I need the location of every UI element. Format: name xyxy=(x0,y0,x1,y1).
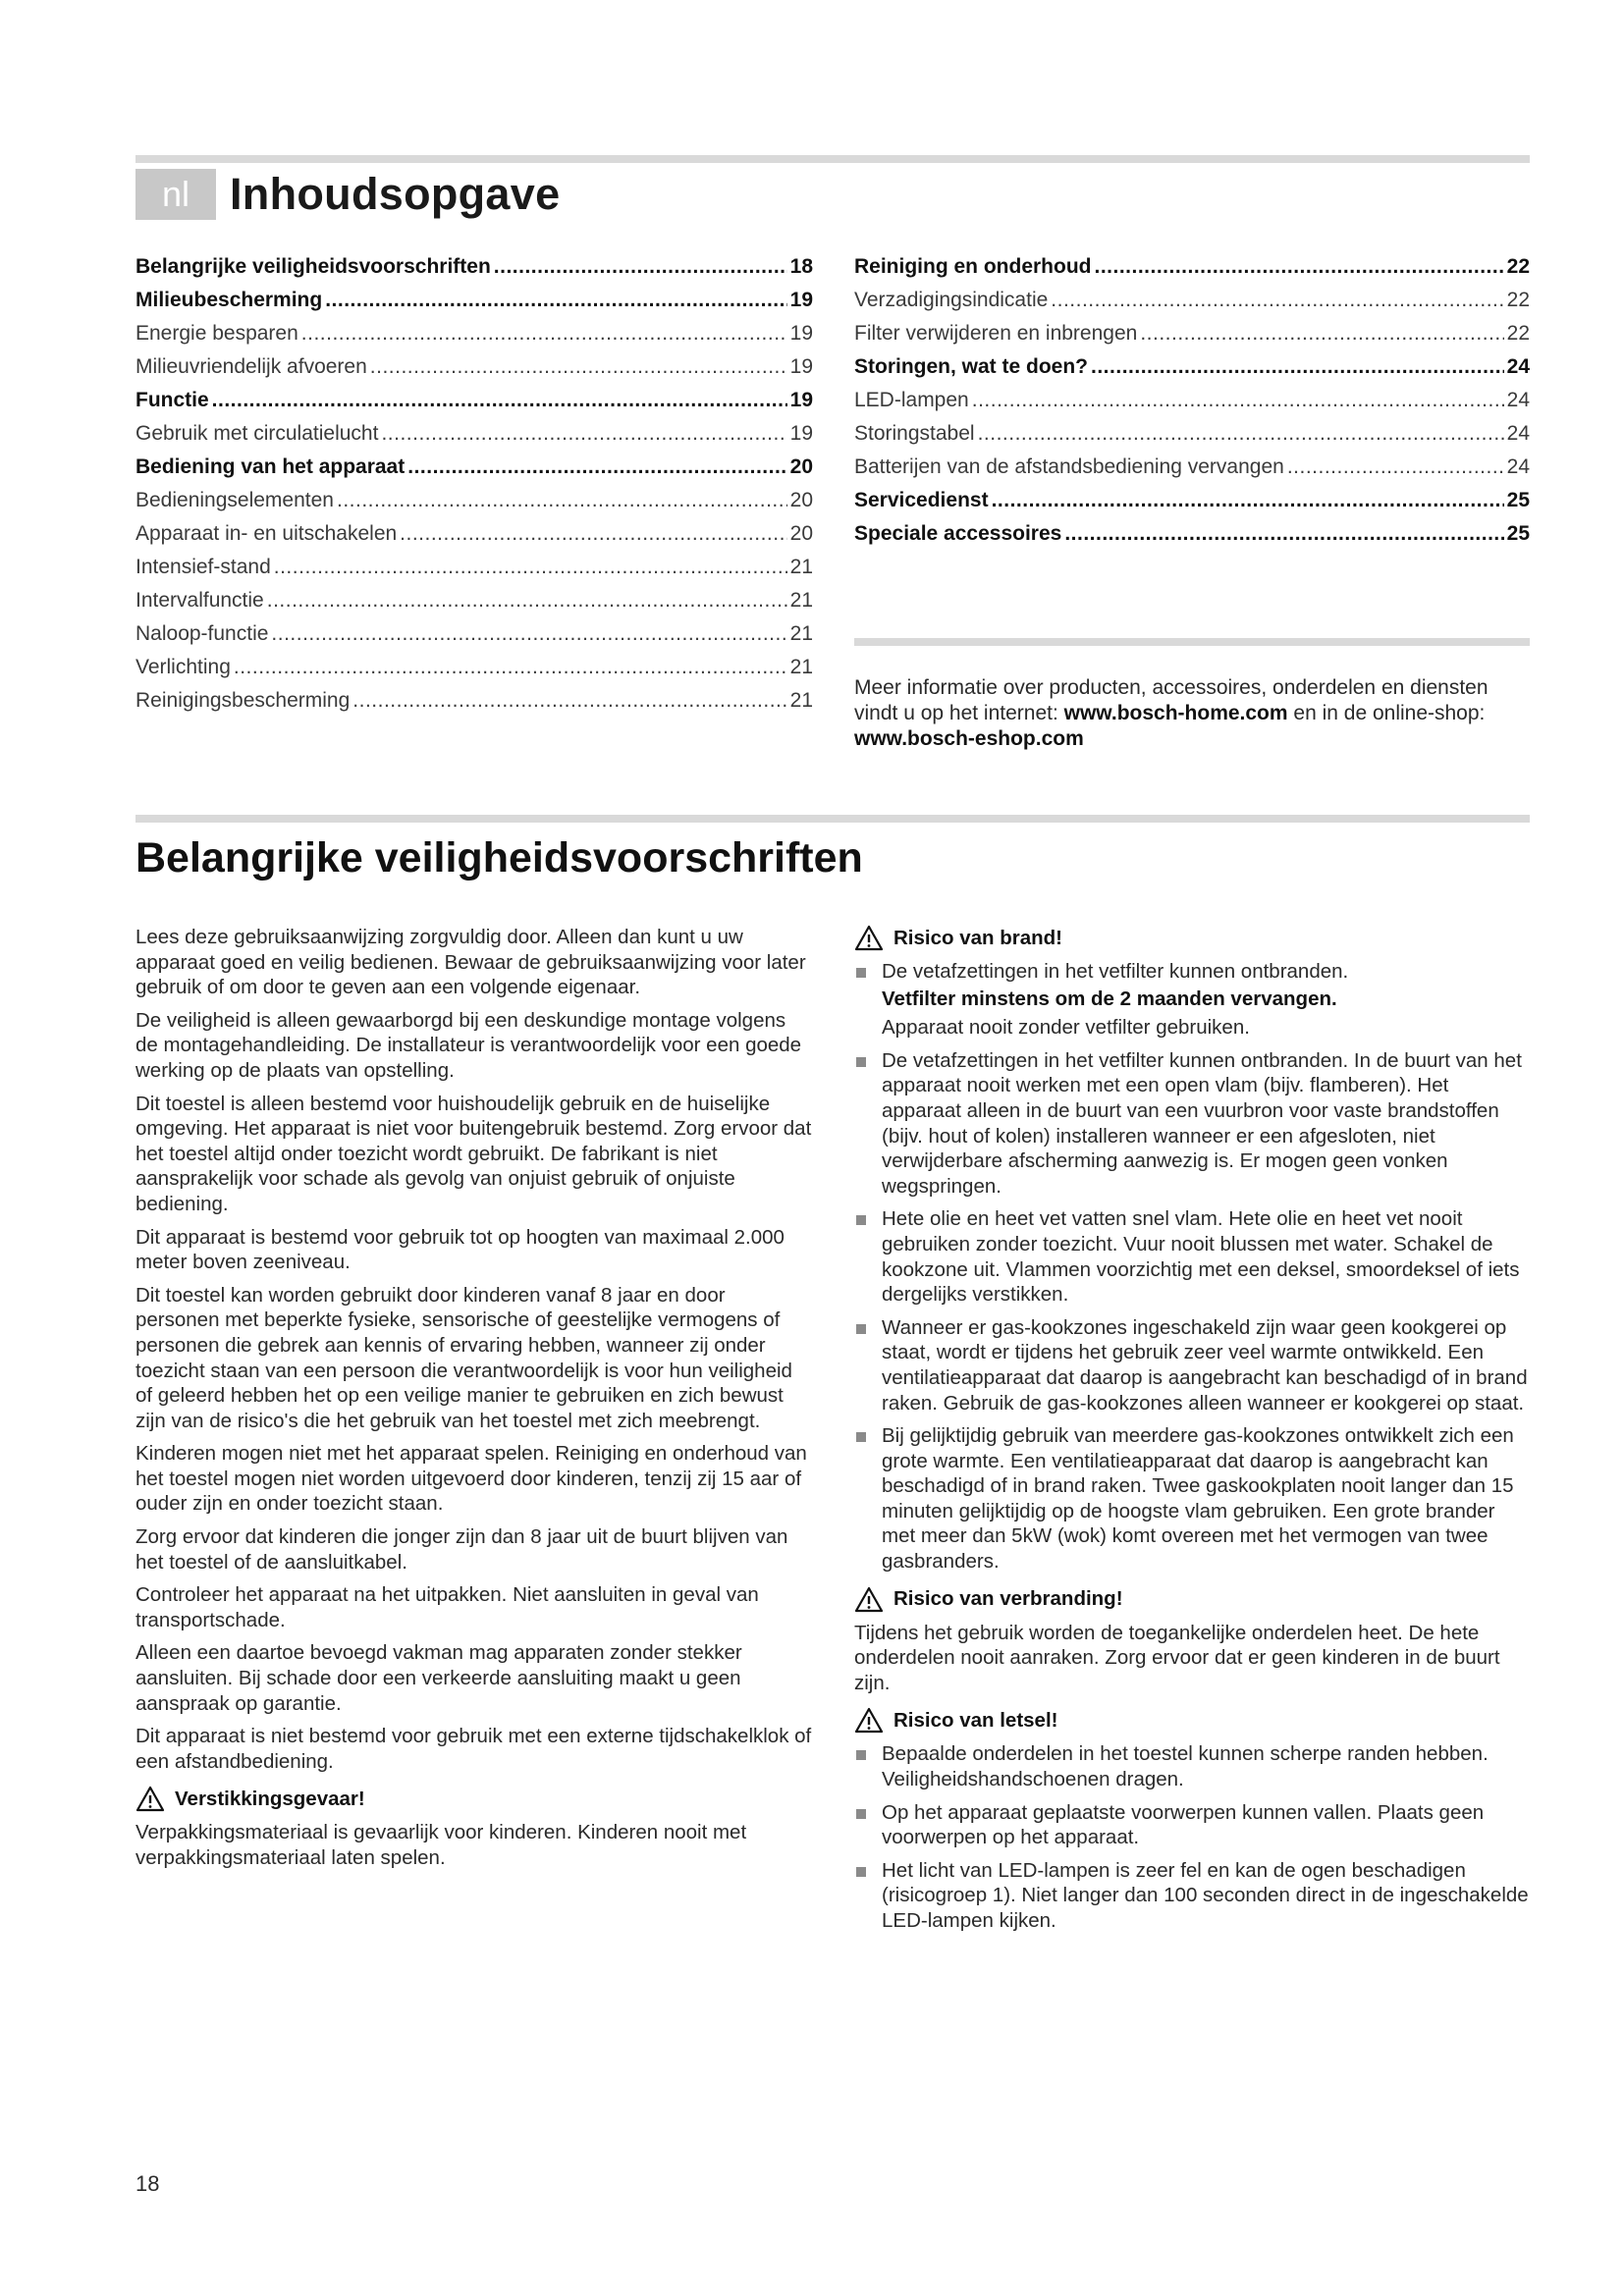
list-item xyxy=(854,959,1530,985)
body-paragraph: Alleen een daartoe bevoegd vakman mag apparaten zonder stekker aansluiten. Bij schade door een verkeerde aansluiting maakt u geen aanspraak op garantie. xyxy=(135,1641,742,1715)
toc-entry[interactable] xyxy=(135,422,813,455)
list-item-text: De vetafzettingen in het vetfilter kunnen ontbranden. In de buurt van het apparaat nooit werken met een open vlam (bijv. flamberen). Het apparaat alleen in de buurt van een vuurbron voor vaste brandstoffen (bijv. hout of kolen) installeren wanneer er een afgesloten, niet verwijderbare afscherming aanwezig is. Er mogen geen vonken wegspringen. xyxy=(882,1048,1522,1198)
toc-entry[interactable] xyxy=(135,289,813,322)
list-item-text: Het licht van LED-lampen is zeer fel en kan de ogen beschadigen (risicogroep 1). Niet langer dan 100 seconden direct in de ingeschakelde LED-lampen kijken. xyxy=(882,1858,1529,1932)
list-item-text: Bepaalde onderdelen in het toestel kunnen scherpe randen hebben. Veiligheidshandschoenen dragen. xyxy=(882,1742,1489,1791)
toc-entry-label: Batterijen van de afstandsbediening vervangen xyxy=(854,455,1284,478)
toc-entry[interactable] xyxy=(135,556,813,589)
section-title: Belangrijke veiligheidsvoorschriften xyxy=(135,834,863,881)
list-item-text: Op het apparaat geplaatste voorwerpen kunnen vallen. Plaats geen voorwerpen op het apparaat. xyxy=(882,1800,1485,1849)
toc-entry-page: 22 xyxy=(1506,255,1530,278)
list-item-text: Hete olie en heet vet vatten snel vlam. Hete olie en heet vet nooit gebruiken zonder toezicht. Vuur nooit blussen met water. Schakel de kookzone uit. Vlammen voorzichtig met een deksel, smoordeksel of iets dergelijks verstikken. xyxy=(882,1207,1520,1307)
toc-entry-page: 20 xyxy=(789,455,813,478)
burn-text: Tijdens het gebruik worden de toegankelijke onderdelen heet. De hete onderdelen nooit aanraken. Zorg ervoor dat er geen kinderen in de buurt zijn. xyxy=(854,1621,1500,1694)
toc-entry-label: Functie xyxy=(135,389,209,411)
bullet-square xyxy=(856,1809,866,1819)
toc-entry-label: Speciale accessoires xyxy=(854,522,1062,545)
toc-entry[interactable] xyxy=(854,355,1530,389)
toc-entry-page: 20 xyxy=(789,522,813,545)
bullet-square xyxy=(856,1432,866,1442)
body-paragraph: Controleer het apparaat na het uitpakken. Niet aansluiten in geval van transportschade. xyxy=(135,1583,759,1631)
body-paragraph: Dit apparaat is niet bestemd voor gebruik met een externe tijdschakelklok of een afstandbediening. xyxy=(135,1725,812,1773)
toc-entry-label: Intervalfunctie xyxy=(135,589,264,612)
toc-entry-page: 19 xyxy=(789,322,813,345)
toc-leader-dots xyxy=(494,255,787,279)
list-item xyxy=(854,1315,1530,1415)
toc-leader-dots xyxy=(1287,455,1504,479)
toc-entry-page: 19 xyxy=(789,355,813,378)
warning-burn xyxy=(854,1586,1530,1613)
toc-entry-label: Filter verwijderen en inbrengen xyxy=(854,322,1138,345)
toc-entry-label: Servicedienst xyxy=(854,489,989,511)
toc-leader-dots xyxy=(400,522,786,546)
toc-entry-page: 21 xyxy=(789,622,813,645)
toc-leader-dots xyxy=(274,556,787,579)
warning-burn-label: Risico van verbranding! xyxy=(893,1587,1123,1611)
page-number: 18 xyxy=(135,2171,160,2196)
toc-leader-dots xyxy=(972,389,1504,412)
toc-entry-page: 18 xyxy=(789,255,813,278)
warning-triangle-icon xyxy=(135,1786,165,1812)
toc-leader-dots xyxy=(1140,322,1503,346)
toc-entry-label: Storingstabel xyxy=(854,422,975,445)
body-paragraph: Dit toestel kan worden gebruikt door kinderen vanaf 8 jaar en door personen met beperkte fysieke, sensorische of geestelijke vermogens of personen die gebrek aan kennis of ervaring hebben, wanneer zij onder toezicht staan van een persoon die verantwoordelijk is voor hun veiligheid of geleerd hebben het op een veilige manier te gebruiken en zich bewust zijn van de risico's die het gebruik van het toestel met zich meebrengt. xyxy=(135,1283,792,1432)
toc-entry-label: Milieubescherming xyxy=(135,289,323,311)
list-item xyxy=(854,1206,1530,1307)
toc-leader-dots xyxy=(978,422,1504,446)
warning-triangle-icon xyxy=(854,925,884,951)
toc-entry[interactable] xyxy=(854,289,1530,322)
list-item xyxy=(854,1800,1530,1850)
toc-entry-label: Verzadigingsindicatie xyxy=(854,289,1049,311)
toc-entry-label: Energie besparen xyxy=(135,322,298,345)
toc-entry[interactable] xyxy=(854,389,1530,422)
suffocation-text: Verpakkingsmateriaal is gevaarlijk voor kinderen. Kinderen nooit met verpakkingsmateriaal laten spelen. xyxy=(135,1821,747,1869)
toc-entry-page: 24 xyxy=(1506,389,1530,411)
toc-entry[interactable] xyxy=(135,455,813,489)
list-item-text: Bij gelijktijdig gebruik van meerdere gas-kookzones ontwikkelt zich een grote warmte. Een ventilatieapparaat dat daarop is aangebracht kan beschadigd of in brand raken. Twee gaskookplaten nooit langer dan 15 minuten gelijktijdig op de hoogste vlam gebruiken. Een grote brander met meer dan 5kW (wok) komt overeen met het vermogen van twee gasbranders. xyxy=(882,1424,1514,1574)
toc-entry-page: 22 xyxy=(1506,289,1530,311)
warning-fire-label: Risico van brand! xyxy=(893,926,1063,949)
filter-replacement-note: Vetfilter minstens om de 2 maanden vervangen. xyxy=(882,987,1337,1010)
toc-entry-page: 19 xyxy=(789,422,813,445)
toc-entry-label: Reinigingsbescherming xyxy=(135,689,351,712)
toc-leader-dots xyxy=(271,622,786,646)
toc-entry[interactable] xyxy=(135,489,813,522)
toc-leader-dots xyxy=(1064,522,1503,546)
toc-entry[interactable] xyxy=(854,255,1530,289)
toc-entry-page: 21 xyxy=(789,589,813,612)
toc-entry-label: Storingen, wat te doen? xyxy=(854,355,1089,378)
list-item-text: De vetafzettingen in het vetfilter kunnen ontbranden. xyxy=(882,960,1349,983)
toc-entry[interactable] xyxy=(854,522,1530,556)
warning-suffocation xyxy=(135,1786,813,1812)
toc-entry[interactable] xyxy=(854,422,1530,455)
toc-leader-dots xyxy=(337,489,787,512)
body-paragraph: Zorg ervoor dat kinderen die jonger zijn dan 8 jaar uit de buurt blijven van het toestel of de aansluitkabel. xyxy=(135,1525,788,1574)
toc-entry[interactable] xyxy=(135,255,813,289)
toc-leader-dots xyxy=(212,389,787,412)
body-paragraph: De veiligheid is alleen gewaarborgd bij een deskundige montage volgens de montagehandleiding. De installateur is verantwoordelijk voor een goede werking op de plaats van opstelling. xyxy=(135,1008,802,1082)
toc-entry-page: 24 xyxy=(1506,355,1530,378)
toc-entry-page: 21 xyxy=(789,556,813,578)
bullet-square xyxy=(856,968,866,978)
bullet-square xyxy=(856,1324,866,1334)
toc-entry-label: Bediening van het apparaat xyxy=(135,455,406,478)
bosch-home-link[interactable]: www.bosch-home.com xyxy=(1063,702,1288,724)
toc-leader-dots xyxy=(1094,255,1503,279)
list-item xyxy=(854,1858,1530,1934)
toc-entry[interactable] xyxy=(854,489,1530,522)
body-paragraph: Kinderen mogen niet met het apparaat spelen. Reiniging en onderhoud van het toestel mogen niet worden uitgevoerd door kinderen, tenzij zij 15 aar of ouder zijn en onder toezicht staan. xyxy=(135,1442,807,1516)
body-paragraph: Dit apparaat is bestemd voor gebruik tot op hoogten van maximaal 2.000 meter boven zeeniveau. xyxy=(135,1225,785,1274)
toc-entry-page: 25 xyxy=(1506,489,1530,511)
toc-entry-page: 19 xyxy=(789,289,813,311)
info-divider xyxy=(854,638,1530,646)
toc-entry[interactable] xyxy=(854,455,1530,489)
toc-entry-label: Verlichting xyxy=(135,656,231,678)
toc-entry[interactable] xyxy=(135,689,813,722)
online-info xyxy=(854,675,1522,752)
toc-entry-label: Gebruik met circulatielucht xyxy=(135,422,379,445)
info-text-2: en in de online-shop: xyxy=(1287,702,1486,724)
toc-leader-dots xyxy=(352,689,786,713)
left-paragraphs xyxy=(135,925,813,1774)
warning-fire xyxy=(854,925,1530,951)
toc-entry-page: 22 xyxy=(1506,322,1530,345)
toc-leader-dots xyxy=(381,422,786,446)
toc-entry-label: Reiniging en onderhoud xyxy=(854,255,1092,278)
toc-entry-page: 21 xyxy=(789,656,813,678)
warning-injury-label: Risico van letsel! xyxy=(893,1709,1058,1733)
toc-entry[interactable] xyxy=(135,522,813,556)
toc-entry[interactable] xyxy=(135,322,813,355)
body-right-column xyxy=(854,925,1530,1942)
toc-title: Inhoudsopgave xyxy=(230,169,561,219)
toc-entry-label: Intensief-stand xyxy=(135,556,271,578)
toc-entry-page: 19 xyxy=(789,389,813,411)
toc-header xyxy=(135,169,560,220)
warning-injury xyxy=(854,1707,1530,1734)
section-divider xyxy=(135,815,1530,823)
info-text-1: Meer informatie over producten, accessoires, onderdelen en diensten vindt u op het internet: xyxy=(854,676,1489,724)
toc-entry[interactable] xyxy=(135,656,813,689)
warning-triangle-icon xyxy=(854,1586,884,1613)
toc-entry-page: 20 xyxy=(789,489,813,511)
body-left-column xyxy=(135,925,813,1879)
toc-entry-page: 24 xyxy=(1506,455,1530,478)
language-badge: nl xyxy=(135,169,216,220)
list-item xyxy=(854,1048,1530,1200)
bullet-square xyxy=(856,1057,866,1067)
toc-entry[interactable] xyxy=(135,622,813,656)
toc-left-column xyxy=(135,255,813,722)
toc-leader-dots xyxy=(267,589,787,613)
toc-leader-dots xyxy=(325,289,786,312)
toc-entry-label: Bedieningselementen xyxy=(135,489,334,511)
list-item xyxy=(854,1423,1530,1575)
bullet-square xyxy=(856,1867,866,1877)
toc-entry-page: 24 xyxy=(1506,422,1530,445)
list-item-text: Wanneer er gas-kookzones ingeschakeld zijn waar geen kookgerei op staat, wordt er tijdens het gebruik zeer veel warmte ontwikkeld. Een ventilatieapparaat dat daarop is aangebracht kan beschadigd of in brand raken. Gebruik de gas-kookzones alleen wanneer er kookgerei op staat. xyxy=(882,1315,1528,1415)
bullet-square xyxy=(856,1750,866,1760)
toc-leader-dots xyxy=(407,455,786,479)
bosch-eshop-link[interactable]: www.bosch-eshop.com xyxy=(854,727,1084,750)
toc-entry-page: 21 xyxy=(789,689,813,712)
toc-leader-dots xyxy=(301,322,787,346)
toc-entry[interactable] xyxy=(854,322,1530,355)
filter-required-note: Apparaat nooit zonder vetfilter gebruiken. xyxy=(882,1016,1250,1040)
toc-right-column xyxy=(854,255,1530,556)
toc-entry-page: 25 xyxy=(1506,522,1530,545)
toc-entry-label: Milieuvriendelijk afvoeren xyxy=(135,355,367,378)
bullet-square xyxy=(856,1215,866,1225)
toc-entry-label: Apparaat in- en uitschakelen xyxy=(135,522,398,545)
toc-entry-label: Belangrijke veiligheidsvoorschriften xyxy=(135,255,491,278)
toc-leader-dots xyxy=(234,656,787,679)
toc-leader-dots xyxy=(1091,355,1504,379)
toc-entry-label: Naloop-functie xyxy=(135,622,269,645)
body-paragraph: Lees deze gebruiksaanwijzing zorgvuldig door. Alleen dan kunt u uw apparaat goed en veilig bedienen. Bewaar de gebruiksaanwijzing voor later gebruik of om door te geven aan een volgende eigenaar. xyxy=(135,926,806,999)
toc-leader-dots xyxy=(370,355,787,379)
toc-entry[interactable] xyxy=(135,355,813,389)
toc-entry[interactable] xyxy=(135,589,813,622)
body-paragraph: Dit toestel is alleen bestemd voor huishoudelijk gebruik en de huiselijke omgeving. Het apparaat is niet voor buitengebruik bestemd. Zorg ervoor dat het toestel altijd onder toezicht wordt gebruikt. De fabrikant is niet aansprakelijk voor schade als gevolg van onjuist gebruik of onjuiste bediening. xyxy=(135,1092,812,1215)
toc-entry-label: LED-lampen xyxy=(854,389,969,411)
toc-entry[interactable] xyxy=(135,389,813,422)
list-item xyxy=(854,1741,1530,1791)
warning-suffocation-label: Verstikkingsgevaar! xyxy=(175,1788,365,1811)
toc-leader-dots xyxy=(992,489,1504,512)
toc-leader-dots xyxy=(1051,289,1503,312)
top-divider xyxy=(135,155,1530,163)
warning-triangle-icon xyxy=(854,1707,884,1734)
